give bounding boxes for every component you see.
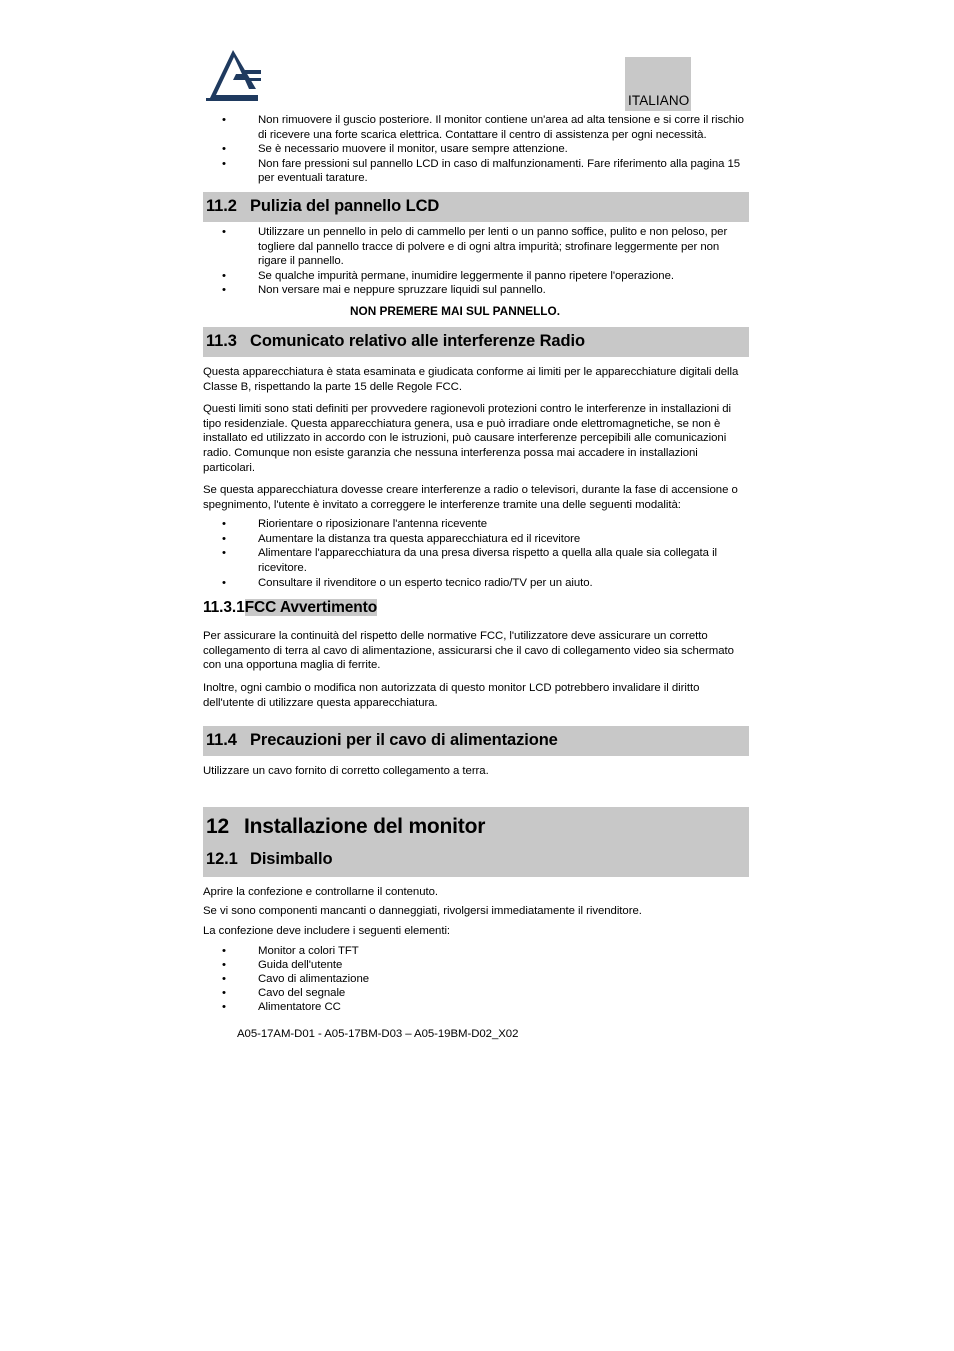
bullet-icon: • (222, 114, 226, 126)
heading-11-4 (203, 726, 749, 756)
model-code-footer: A05-17AM-D01 - A05-17BM-D03 – A05-19BM-D02_X02 (237, 1027, 519, 1040)
list-item-text: Alimentare l'apparecchiatura da una presa diversa rispetto a quella alla quale sia collegata il ricevitore. (258, 547, 718, 575)
chapter-12-heading-block (203, 807, 749, 877)
page-header (203, 44, 749, 110)
paragraph: Per assicurare la continuità del rispetto delle normative FCC, l'utilizzatore deve assicurare un corretto collegamento di terra al cavo di alimentazione, assicurarsi che il cavo di collegamento video sia schermato con una opportuna maglia di ferrite. (203, 630, 734, 672)
atlantis-land-logo-icon (203, 48, 265, 106)
heading-title: Disimballo (250, 849, 333, 868)
heading-11-3 (203, 327, 749, 357)
heading-11-3-1 (203, 597, 749, 619)
list-item-text: Guida dell'utente (258, 958, 343, 971)
heading-number: 12 (206, 814, 229, 838)
bullet-icon: • (222, 143, 226, 156)
list-item (203, 283, 749, 298)
paragraph: Inoltre, ogni cambio o modifica non autorizzata di questo monitor LCD potrebbero invalidare il diritto dell'utente di utilizzare questa apparecchiatura. (203, 682, 700, 709)
bullet-icon: • (222, 269, 226, 282)
heading-11-2 (203, 192, 749, 222)
list-item-text: Riorientare o riposizionare l'antenna ricevente (258, 518, 488, 531)
heading-title: Installazione del monitor (244, 814, 486, 838)
package-contents-list (203, 944, 749, 1015)
bullet-icon: • (222, 958, 226, 971)
intro-bullet-list (203, 113, 749, 186)
list-item-text: Cavo del segnale (258, 987, 346, 1000)
list-item-text: Utilizzare un pennello in pelo di cammello per lenti o un panno soffice, pulito e non peloso, per togliere dal pannello tracce di polvere e di ogni altra impurità; strofinare leggermente per non rigare il pannello. (258, 225, 728, 268)
list-item-text: Non fare pressioni sul pannello LCD in caso di malfunzionamenti. Fare riferimento alla pagina 15 per eventuali tarature. (258, 157, 741, 185)
heading-number: 11.4 (206, 731, 237, 750)
paragraph: Utilizzare un cavo fornito di corretto collegamento a terra. (203, 765, 489, 778)
interference-bullet-list (203, 517, 749, 590)
heading-number: 11.2 (206, 196, 237, 215)
heading-number: 11.3.1 (203, 599, 245, 617)
bullet-icon: • (222, 987, 226, 1000)
list-item-text: Alimentatore CC (258, 1001, 341, 1014)
list-item (203, 532, 749, 547)
bullet-icon: • (222, 1001, 226, 1014)
list-item (203, 517, 749, 532)
list-item-text: Consultare il rivenditore o un esperto tecnico radio/TV per un aiuto. (258, 576, 593, 589)
heading-12 (203, 807, 749, 845)
panel-warning-text: NON PREMERE MAI SUL PANNELLO. (350, 303, 560, 318)
list-item (203, 972, 749, 986)
bullet-icon: • (222, 532, 226, 545)
bullet-icon: • (222, 225, 226, 238)
list-item (203, 986, 749, 1000)
language-label: ITALIANO (628, 93, 690, 108)
list-item (203, 113, 749, 142)
list-item-text: Se qualche impurità permane, inumidire leggermente il panno ripetere l'operazione. (258, 269, 674, 282)
paragraph: Questa apparecchiatura è stata esaminata e giudicata conforme ai limiti per le apparecchiature digitali della Classe B, rispettando la parte 15 delle Regole FCC. (203, 365, 739, 393)
paragraph: Questi limiti sono stati definiti per provvedere ragionevoli protezioni contro le interferenze in installazioni di tipo residenziale. Questa apparecchiatura genera, usa e può irradiare onde elettromagnetiche, se non è installato ed utilizzato in accordo con le istruzioni, può causare interferenze percepibili alle comunicazioni radio. Comunque non esiste garanzia che nessuna interferenza possa mai accadere in installazioni particolari. (203, 403, 732, 474)
list-item (203, 225, 749, 269)
list-item-text: Aumentare la distanza tra questa apparecchiatura ed il ricevitore (258, 532, 581, 545)
heading-title: Precauzioni per il cavo di alimentazione (250, 731, 558, 750)
heading-12-1 (203, 845, 749, 875)
heading-title: FCC Avvertimento (244, 599, 378, 617)
bullet-icon: • (222, 284, 226, 297)
heading-title: Pulizia del pannello LCD (250, 196, 440, 215)
document-content (203, 110, 749, 1042)
list-item (203, 269, 749, 284)
list-item (203, 1000, 749, 1014)
list-item (203, 958, 749, 972)
heading-number: 11.3 (206, 331, 237, 350)
list-item (203, 546, 749, 575)
paragraph: La confezione deve includere i seguenti elementi: (203, 925, 451, 937)
bullet-icon: • (222, 518, 226, 531)
list-item (203, 157, 749, 186)
paragraph: Se vi sono componenti mancanti o danneggiati, rivolgersi immediatamente il rivenditore. (203, 905, 642, 918)
bullet-icon: • (222, 157, 226, 170)
bullet-icon: • (222, 944, 226, 957)
bullet-icon: • (222, 576, 226, 589)
list-item-text: Cavo di alimentazione (258, 973, 370, 985)
heading-title: Comunicato relativo alle interferenze Radio (250, 331, 585, 350)
bullet-icon: • (222, 973, 226, 985)
list-item-text: Monitor a colori TFT (258, 944, 359, 957)
list-item (203, 142, 749, 157)
bullet-icon: • (222, 547, 226, 560)
heading-number: 12.1 (206, 849, 238, 868)
cleaning-bullet-list (203, 225, 749, 298)
list-item-text: Non rimuovere il guscio posteriore. Il monitor contiene un'area ad alta tensione e si corre il rischio di ricevere una forte scarica elettrica. Contattare il centro di assistenza per ogni necessità. (258, 114, 744, 141)
list-item (203, 944, 749, 958)
paragraph: Aprire la confezione e controllarne il contenuto. (203, 885, 438, 898)
list-item (203, 576, 749, 591)
paragraph: Se questa apparecchiatura dovesse creare interferenze a radio o televisori, durante la fase di accensione o spegnimento, l'utente è invitato a correggere le interferenze tramite una delle seguenti modalità: (203, 484, 738, 511)
list-item-text: Non versare mai e neppure spruzzare liquidi sul pannello. (258, 284, 546, 297)
list-item-text: Se è necessario muovere il monitor, usare sempre attenzione. (258, 143, 568, 156)
